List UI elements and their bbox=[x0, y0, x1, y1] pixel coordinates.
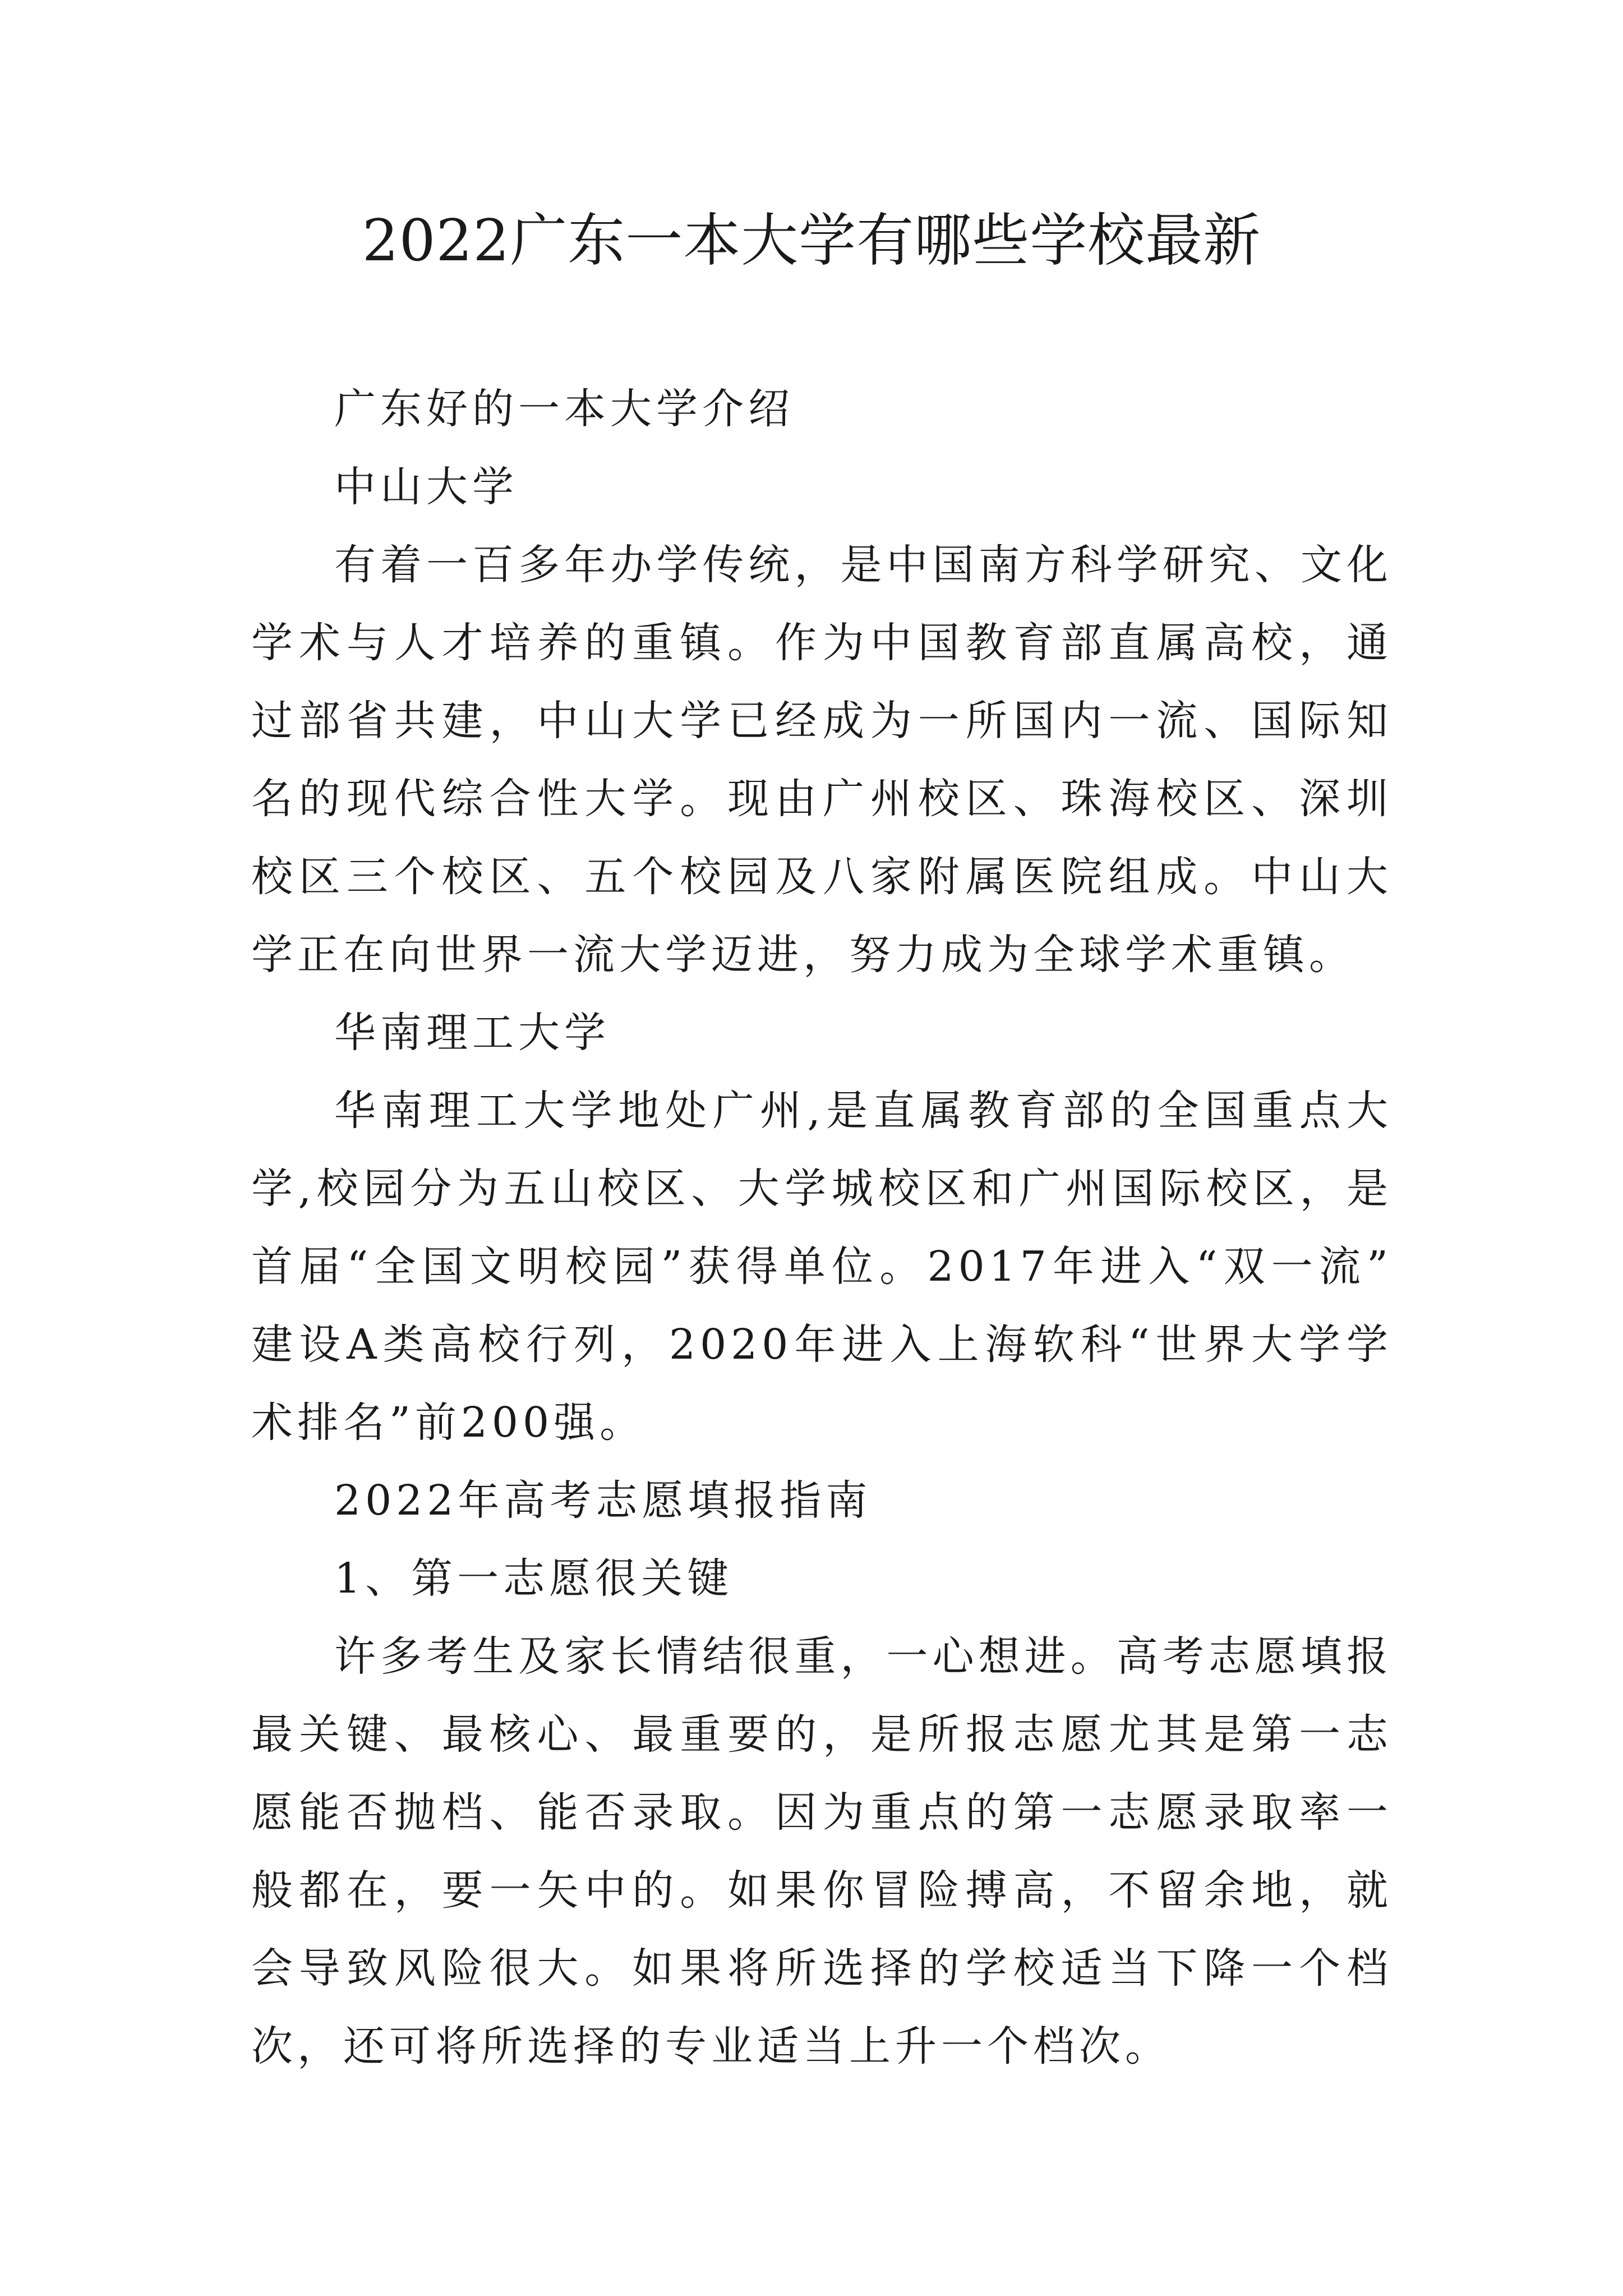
paragraph-guide-heading: 2022年高考志愿填报指南 bbox=[334, 1476, 872, 1525]
paragraph-sysu-body: 有着一百多年办学传统，是中国南方科学研究、文化学术与人才培养的重镇。作为中国教育部直属高校，通过部省共建，中山大学已经成为一所国内一流、国际知名的现代综合性大学。现由广州校区、珠海校区、深圳校区三个校区、五个校园及八家附属医院组成。中山大学正在向世界一流大学迈进，努力成为全球学术重镇。 bbox=[251, 541, 1393, 979]
paragraph-guide-point-1: 1、第一志愿很关键 bbox=[334, 1554, 734, 1603]
paragraph-sysu-heading: 中山大学 bbox=[334, 463, 518, 511]
document-title: 2022广东一本大学有哪些学校最新 bbox=[362, 208, 1261, 274]
document-body bbox=[251, 370, 1393, 2086]
paragraph-scut-body: 华南理工大学地处广州,是直属教育部的全国重点大学,校园分为五山校区、大学城校区和广州国际校区，是首届“全国文明校园”获得单位。2017年进入“双一流”建设A类高校行列，2020年进入上海软科“世界大学学术排名”前200强。 bbox=[251, 1087, 1393, 1447]
paragraph-scut-heading: 华南理工大学 bbox=[334, 1009, 610, 1057]
paragraph-intro-heading: 广东好的一本大学介绍 bbox=[334, 385, 794, 433]
paragraph-guide-body: 许多考生及家长情结很重，一心想进。高考志愿填报最关键、最核心、最重要的，是所报志愿尤其是第一志愿能否抛档、能否录取。因为重点的第一志愿录取率一般都在，要一矢中的。如果你冒险搏高，不留余地，就会导致风险很大。如果将所选择的学校适当下降一个档次，还可将所选择的专业适当上升一个档次。 bbox=[251, 1632, 1393, 2070]
